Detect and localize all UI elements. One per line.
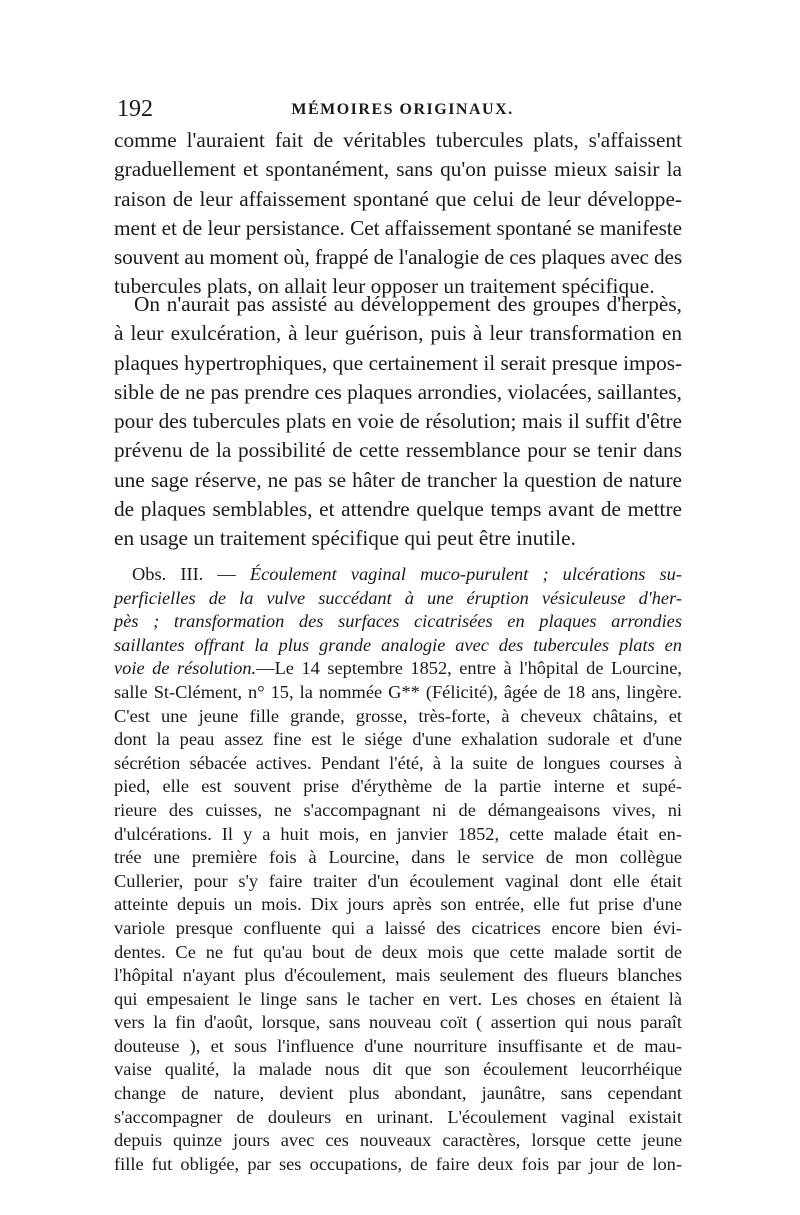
text-line: Cullerier, pour s'y faire traiter d'un écoulement vaginal dont elle était — [114, 870, 682, 891]
text-line: atteinte depuis un mois. Dix jours après son entrée, elle fut prise d'une — [114, 894, 682, 915]
text-line: change de nature, devient plus abondant, jaunâtre, sans cependant — [114, 1083, 682, 1104]
paragraph-1 — [114, 126, 682, 302]
text-line: prévenu de la possibilité de cette ressemblance pour se tenir dans — [114, 438, 682, 463]
observation-title-line: pès ; transformation des surfaces cicatrisées en plaques arrondies — [114, 611, 682, 632]
text-line: vers la fin d'août, lorsque, sans nouveau coït ( assertion qui nous paraît — [114, 1012, 682, 1033]
observation-title-line: saillantes offrant la plus grande analogie avec des tubercules plats en — [114, 634, 682, 655]
paragraph-2 — [114, 290, 682, 554]
text-line: douteuse ), et sous l'influence d'une nourriture insuffisante et de mau- — [114, 1035, 682, 1056]
text-line: graduellement et spontanément, sans qu'on puisse mieux saisir la — [114, 157, 682, 182]
text-line: d'ulcérations. Il y a huit mois, en janvier 1852, cette malade était en- — [114, 823, 682, 844]
observation-title-line: perficielles de la vulve succédant à une éruption vésiculeuse d'her- — [114, 587, 682, 608]
observation-paragraph — [114, 563, 682, 1176]
text-line: en usage un traitement spécifique qui peut être inutile. — [114, 526, 576, 551]
text-line: C'est une jeune fille grande, grosse, très-forte, à cheveux châtains, et — [114, 705, 682, 726]
text-line: l'hôpital n'ayant plus d'écoulement, mais seulement des flueurs blanches — [114, 965, 682, 986]
text-line: souvent au moment où, frappé de l'analogie de ces plaques avec des — [114, 245, 682, 270]
text-line: sécrétion sébacée actives. Pendant l'été, à la suite de longues courses à — [114, 752, 682, 773]
text-line: raison de leur affaissement spontané que celui de leur développe- — [114, 186, 682, 211]
observation-label: Obs. III. — — [132, 564, 236, 584]
text-line: salle St-Clément, n° 15, la nommée G** (Félicité), âgée de 18 ans, lingère. — [114, 681, 682, 702]
text-line: de plaques semblables, et attendre quelque temps avant de mettre — [114, 497, 682, 522]
text-line: pour des tubercules plats en voie de résolution; mais il suffit d'être — [114, 409, 682, 434]
text-line: s'accompagner de douleurs en urinant. L'écoulement vaginal existait — [114, 1106, 682, 1127]
page-header — [117, 96, 688, 126]
text-line: dentes. Ce ne fut qu'au bout de deux mois que cette malade sortit de — [114, 941, 682, 962]
observation-title-text: Écoulement vaginal muco-purulent ; ulcérations su- — [249, 564, 682, 584]
text-line: depuis quinze jours avec ces nouveaux caractères, lorsque cette jeune — [114, 1130, 682, 1151]
text-line: On n'aurait pas assisté au développement des groupes d'herpès, — [134, 292, 682, 316]
observation-title-line — [114, 657, 682, 681]
text-line: qui empesaient le linge sans le tacher en vert. Les choses en étaient là — [114, 988, 682, 1009]
text-line: une sage réserve, ne pas se hâter de trancher la question de nature — [114, 467, 682, 492]
text-line: tubercules plats, on allait leur opposer un traitement spécifique. — [114, 274, 655, 299]
text-line: rieure des cuisses, ne s'accompagnant ni de démangeaisons vives, ni — [114, 799, 682, 820]
text-line: à leur exulcération, à leur guérison, puis à leur transformation en — [114, 321, 682, 346]
running-title: MÉMOIRES ORIGINAUX. — [291, 101, 514, 118]
observation-title-tail: —Le 14 septembre 1852, entre à l'hôpital de Lourcine, — [256, 658, 682, 679]
text-line: variole presque confluente qui a laissé des cicatrices encore bien évi- — [114, 917, 682, 938]
text-line: fille fut obligée, par ses occupations, de faire deux fois par jour de lon- — [114, 1153, 682, 1174]
text-line: ment et de leur persistance. Cet affaissement spontané se manifeste — [114, 215, 682, 240]
page-number: 192 — [117, 96, 153, 122]
observation-title-text: voie de résolution. — [114, 658, 257, 679]
text-line: dont la peau assez fine est le siége d'une exhalation sudorale et d'une — [114, 729, 682, 750]
text-line: trée une première fois à Lourcine, dans le service de mon collègue — [114, 847, 682, 868]
text-line: plaques hypertrophiques, que certainement il serait presque impos- — [114, 350, 682, 375]
observation-title-line — [114, 563, 682, 587]
text-line: sible de ne pas prendre ces plaques arrondies, violacées, saillantes, — [114, 379, 682, 404]
text-line: comme l'auraient fait de véritables tubercules plats, s'affaissent — [114, 128, 682, 152]
text-line: pied, elle est souvent prise d'érythème de la partie interne et supé- — [114, 776, 682, 797]
text-line: vaise qualité, la malade nous dit que son écoulement leucorrhéique — [114, 1059, 682, 1080]
